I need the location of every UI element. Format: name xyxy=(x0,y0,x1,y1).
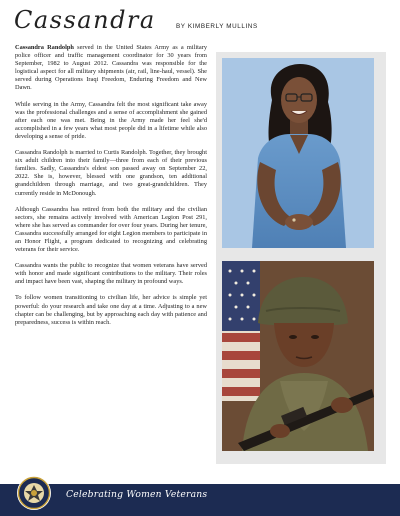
article-title: Cassandra xyxy=(14,6,156,34)
military-illustration xyxy=(222,261,374,451)
author-byline: BY KIMBERLY MULLINS xyxy=(176,23,258,30)
paragraph-service xyxy=(15,44,207,93)
army-seal-icon xyxy=(16,475,52,511)
army-seal-graphic xyxy=(16,475,52,511)
paragraph-family: Cassandra Randolph is married to Curtis Randolph. Together, they brought six adult children into their family—three from each of their previous families. Sadly, Cassandra's eldest son passed away on September 22, 2022. She is, however, blessed with one grandson, ten additional grandchildren through marriage, and two great-grandchildren. They currently reside in McDonough. xyxy=(15,149,207,197)
paragraph-legion: Although Cassandra has retired from both the military and the civilian sectors, she remains actively involved with American Legion Post 291, where she has served as commander for over four years. During her tenure, Cassandra successfully arranged for eight Legion members to participate in an Honor Flight, a program dedicated to recognizing and celebrating veterans for their service. xyxy=(15,205,207,254)
article-header xyxy=(14,6,394,40)
footer-caption: Celebrating Women Veterans xyxy=(66,489,208,500)
subject-name: Cassandra Randolph xyxy=(15,44,74,51)
paragraph-accomplishment: While serving in the Army, Cassandra felt the most significant take away was the professional challenges and a sense of accomplishment she gained after each one was met. Being in the Army made her feel she'd accomplished in a few years what most people did in a lifetime while also developing a sense of pride. xyxy=(15,100,207,140)
paragraph-recognition: Cassandra wants the public to recognize that women veterans have served with honor and made significant contributions to the military. Their roles and impact have been vast, shaping the military in profound ways. xyxy=(15,262,207,286)
portrait-photo xyxy=(222,58,374,248)
portrait-illustration xyxy=(222,58,374,248)
paragraph-advice: To follow women transitioning to civilian life, her advice is simple yet powerful: do your research and take one day at a time. Adjusting to a new chapter can be challenging, but by approaching each day with patience and preparedness, success is within reach. xyxy=(15,294,207,326)
military-photo xyxy=(222,261,374,451)
article-body xyxy=(15,44,207,335)
paragraph-service-text: served in the United States Army as a military police officer and traffic management coordinator for 30 years from September, 1982 to August 2012. Cassandra was responsible for the logistical aspect for all military shipments (air, rail, line-haul, vessel). She served during Operations Iraqi Freedom, Enduring Freedom and New Dawn. xyxy=(15,44,207,92)
